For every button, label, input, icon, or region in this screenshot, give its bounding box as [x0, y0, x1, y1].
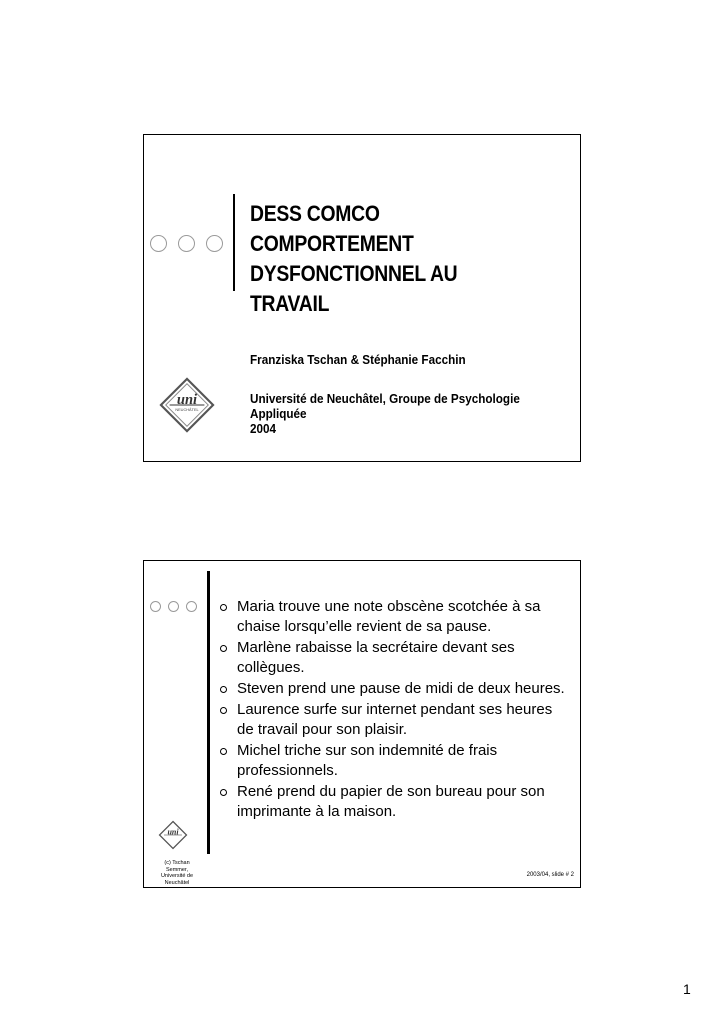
decorative-circles [150, 235, 223, 252]
bullet-text: Laurence surfe sur internet pendant ses heures de travail pour son plaisir. [237, 701, 553, 738]
authors: Franziska Tschan & Stéphanie Facchin [250, 352, 466, 367]
university-line: 2004 [250, 421, 277, 436]
bullet-text: Michel triche sur son indemnité de frais professionnels. [237, 742, 498, 779]
title-line: COMPORTEMENT [250, 231, 414, 256]
vertical-divider [207, 571, 210, 854]
bullet-icon [220, 645, 227, 652]
title-line: DESS COMCO [250, 201, 380, 226]
circle-icon [150, 235, 167, 252]
bullet-icon [220, 707, 227, 714]
list-item [220, 741, 570, 781]
list-item [220, 700, 570, 740]
copyright-line: (c) Tschan [164, 860, 190, 866]
page-number: 1 [683, 981, 691, 997]
copyright-line: Neuchâtel [164, 879, 190, 886]
list-item [220, 679, 570, 699]
circle-icon [150, 601, 161, 612]
bullet-text: Maria trouve une note obscène scotchée à sa chaise lorsqu’elle revient de sa pause. [237, 598, 541, 635]
university-info [250, 391, 520, 436]
svg-text:uni: uni [176, 392, 198, 409]
circle-icon [186, 601, 197, 612]
svg-text:uni: uni [167, 827, 179, 837]
content-slide [143, 560, 581, 888]
circle-icon [206, 235, 223, 252]
bullet-icon [220, 604, 227, 611]
copyright-line: Université de [160, 873, 194, 879]
university-logo [158, 376, 216, 434]
bullet-text: Steven prend une pause de midi de deux heures. [237, 680, 565, 697]
university-line: Université de Neuchâtel, Groupe de Psychologie [250, 391, 520, 406]
university-line: Appliquée [250, 406, 307, 421]
title-line: DYSFONCTIONNEL AU [250, 261, 458, 286]
title-line: TRAVAIL [250, 291, 330, 316]
slide-title [250, 199, 457, 319]
title-slide [143, 134, 581, 462]
slide-number: 2003/04, slide # 2 [526, 872, 574, 878]
copyright-line: Semmer, [165, 866, 188, 873]
bullet-icon [220, 686, 227, 693]
university-logo [158, 820, 188, 850]
decorative-circles [150, 601, 197, 612]
bullet-icon [220, 789, 227, 796]
bullet-text: René prend du papier de son bureau pour son imprimante à la maison. [237, 783, 545, 820]
bullet-text: Marlène rabaisse la secrétaire devant ses collègues. [237, 639, 515, 676]
circle-icon [168, 601, 179, 612]
list-item [220, 597, 570, 637]
circle-icon [178, 235, 195, 252]
list-item [220, 638, 570, 678]
copyright-note [152, 860, 202, 886]
bullet-icon [220, 748, 227, 755]
vertical-divider [233, 194, 235, 291]
list-item [220, 782, 570, 822]
svg-text:NEUCHÂTEL: NEUCHÂTEL [175, 407, 199, 412]
bullet-list [220, 597, 570, 823]
